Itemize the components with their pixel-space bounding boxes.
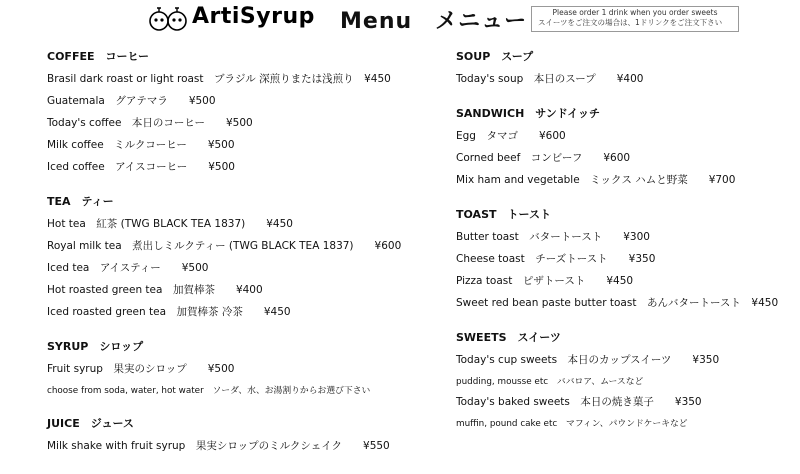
menu-item: Iced tea アイスティー ¥500 — [47, 262, 209, 274]
menu-item: Today's baked sweets 本日の焼き菓子 ¥350 — [456, 396, 702, 408]
menu-item: Milk coffee ミルクコーヒー ¥500 — [47, 139, 235, 151]
section-title: SWEETS スイーツ — [456, 331, 561, 344]
menu-item: Brasil dark roast or light roast ブラジル 深煎りまたは浅煎り ¥450 — [47, 73, 391, 85]
section-title: TOAST トースト — [456, 208, 551, 221]
menu-item: Pizza toast ピザトースト ¥450 — [456, 275, 634, 287]
drink-order-notice — [531, 6, 739, 32]
notice-line-english: Please order 1 drink when you order sweets — [552, 8, 718, 17]
brand-name: ArtiSyrup — [192, 4, 315, 29]
menu-section — [47, 417, 427, 461]
left-menu-column — [47, 50, 427, 474]
menu-section — [47, 195, 427, 327]
menu-item: Today's soup 本日のスープ ¥400 — [456, 73, 644, 85]
menu-section — [456, 107, 796, 195]
menu-item: Fruit syrup 果実のシロップ ¥500 — [47, 363, 235, 375]
menu-item: Royal milk tea 煮出しミルクティー (TWG BLACK TEA 1837) ¥600 — [47, 240, 402, 252]
section-title: TEA ティー — [47, 195, 114, 208]
section-title: COFFEE コーヒー — [47, 50, 150, 63]
section-title: SANDWICH サンドイッチ — [456, 107, 600, 120]
menu-item-note: pudding, mousse etc ババロア、ムースなど — [456, 377, 644, 387]
menu-item: Today's cup sweets 本日のカップスイーツ ¥350 — [456, 354, 720, 366]
section-title: SYRUP シロップ — [47, 340, 144, 353]
menu-item-note: choose from soda, water, hot water ソーダ、水、お湯割りからお選び下さい — [47, 386, 371, 396]
menu-section — [456, 331, 796, 437]
section-title: JUICE ジュース — [47, 417, 134, 430]
menu-section — [47, 340, 427, 404]
menu-item: Mix ham and vegetable ミックス ハムと野菜 ¥700 — [456, 174, 736, 186]
logo-icon — [148, 6, 188, 32]
section-title: SOUP スープ — [456, 50, 534, 63]
menu-item-note: muffin, pound cake etc マフィン、パウンドケーキなど — [456, 419, 688, 429]
menu-item: Sweet red bean paste butter toast あんバタートースト ¥450 — [456, 297, 779, 309]
menu-section — [47, 50, 427, 182]
menu-item: Guatemala グアテマラ ¥500 — [47, 95, 216, 107]
menu-section — [456, 208, 796, 318]
notice-line-japanese: スイーツをご注文の場合は、1ドリンクをご注文下さい — [538, 18, 723, 27]
menu-item: Corned beef コンビーフ ¥600 — [456, 152, 631, 164]
menu-item: Iced roasted green tea 加賀棒茶 冷茶 ¥450 — [47, 306, 291, 318]
menu-item: Butter toast バタートースト ¥300 — [456, 231, 650, 243]
menu-item: Iced coffee アイスコーヒー ¥500 — [47, 161, 235, 173]
menu-item: Hot roasted green tea 加賀棒茶 ¥400 — [47, 284, 263, 296]
menu-item: Egg タマゴ ¥600 — [456, 130, 566, 142]
page-title: Menu メニュー — [340, 9, 528, 34]
menu-item: Hot tea 紅茶 (TWG BLACK TEA 1837) ¥450 — [47, 218, 293, 230]
right-menu-column — [456, 50, 796, 450]
menu-item: Today's coffee 本日のコーヒー ¥500 — [47, 117, 253, 129]
menu-section — [456, 50, 796, 94]
menu-item: Milk shake with fruit syrup 果実シロップのミルクシェイク ¥550 — [47, 440, 390, 452]
header — [0, 0, 800, 40]
menu-item: Cheese toast チーズトースト ¥350 — [456, 253, 656, 265]
